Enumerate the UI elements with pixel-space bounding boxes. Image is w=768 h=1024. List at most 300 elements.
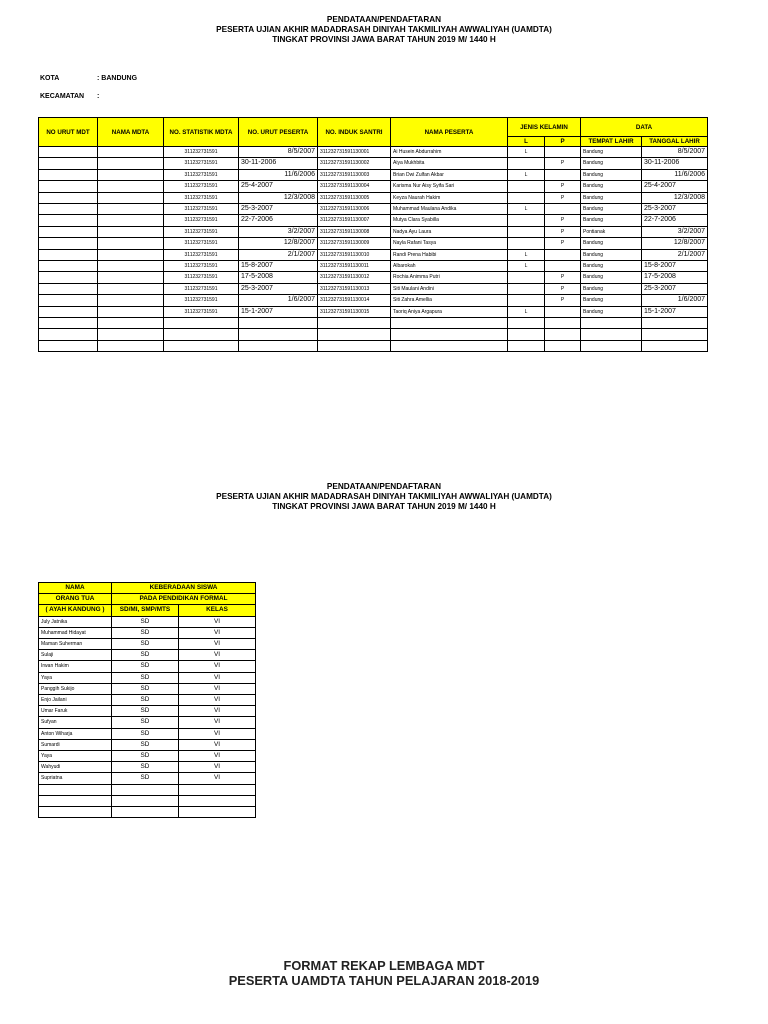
no-urut-mdt-cell bbox=[39, 181, 98, 192]
l-cell: L bbox=[508, 147, 545, 158]
kecamatan-value: : bbox=[97, 93, 100, 100]
table-row bbox=[39, 639, 256, 650]
nama-orang-tua-cell: Enjo Jailani bbox=[39, 695, 112, 706]
table-row bbox=[39, 627, 256, 638]
tanggal-lahir-cell: 17-5-2008 bbox=[642, 272, 708, 283]
empty-cell bbox=[508, 340, 545, 351]
l-cell: L bbox=[508, 306, 545, 317]
kecamatan-row bbox=[40, 93, 99, 100]
nama-orang-tua-cell: Umar Faruk bbox=[39, 706, 112, 717]
table-row bbox=[39, 249, 708, 260]
kota-value: : BANDUNG bbox=[97, 75, 138, 82]
no-urut-mdt-cell bbox=[39, 158, 98, 169]
col-no-induk: NO. INDUK SANTRI bbox=[318, 118, 391, 147]
sd-mi-cell: SD bbox=[112, 762, 179, 773]
table-row bbox=[39, 773, 256, 784]
no-urut-mdt-cell bbox=[39, 192, 98, 203]
table-row-empty bbox=[39, 329, 708, 340]
table-row bbox=[39, 261, 708, 272]
sd-mi-cell: SD bbox=[112, 773, 179, 784]
l-cell: L bbox=[508, 261, 545, 272]
no-induk-cell: 311232731591130001 bbox=[318, 147, 391, 158]
no-urut-peserta-cell: 8/5/2007 bbox=[239, 147, 318, 158]
l-cell bbox=[508, 215, 545, 226]
no-statistik-cell: 311232731591 bbox=[164, 226, 239, 237]
p-cell bbox=[545, 169, 581, 180]
nama-orang-tua-cell: July Jatnika bbox=[39, 616, 112, 627]
sd-mi-cell: SD bbox=[112, 616, 179, 627]
parent-table bbox=[38, 582, 256, 818]
p-cell: P bbox=[545, 215, 581, 226]
tanggal-lahir-cell: 3/2/2007 bbox=[642, 226, 708, 237]
table-row bbox=[39, 695, 256, 706]
kelas-cell: VI bbox=[179, 639, 256, 650]
tempat-lahir-cell: Bandung bbox=[581, 158, 642, 169]
col-nama-mdta: NAMA MDTA bbox=[98, 118, 164, 147]
title-line-3: TINGKAT PROVINSI JAWA BARAT TAHUN 2019 M/ 1440 H bbox=[272, 502, 496, 512]
tanggal-lahir-cell: 15-1-2007 bbox=[642, 306, 708, 317]
col-ayah-kandung: ( AYAH KANDUNG ) bbox=[39, 605, 112, 616]
no-statistik-cell: 311232731591 bbox=[164, 238, 239, 249]
no-statistik-cell: 311232731591 bbox=[164, 306, 239, 317]
no-statistik-cell: 311232731591 bbox=[164, 169, 239, 180]
p-cell: P bbox=[545, 283, 581, 294]
table-row bbox=[39, 215, 708, 226]
no-statistik-cell: 311232731591 bbox=[164, 215, 239, 226]
no-urut-mdt-cell bbox=[39, 283, 98, 294]
empty-cell bbox=[112, 807, 179, 818]
no-urut-peserta-cell: 12/8/2007 bbox=[239, 238, 318, 249]
empty-cell bbox=[239, 318, 318, 329]
table-row bbox=[39, 295, 708, 306]
p-cell bbox=[545, 147, 581, 158]
nama-orang-tua-cell: Sumardi bbox=[39, 739, 112, 750]
no-urut-mdt-cell bbox=[39, 295, 98, 306]
no-urut-peserta-cell: 25-3-2007 bbox=[239, 283, 318, 294]
empty-cell bbox=[545, 318, 581, 329]
l-cell bbox=[508, 295, 545, 306]
table-row bbox=[39, 661, 256, 672]
empty-cell bbox=[581, 329, 642, 340]
no-statistik-cell: 311232731591 bbox=[164, 158, 239, 169]
empty-cell bbox=[98, 318, 164, 329]
nama-orang-tua-cell: Muhammad Hidayat bbox=[39, 627, 112, 638]
empty-cell bbox=[642, 340, 708, 351]
nama-mdta-cell bbox=[98, 272, 164, 283]
col-kelas: KELAS bbox=[179, 605, 256, 616]
kelas-cell: VI bbox=[179, 751, 256, 762]
nama-peserta-cell: Nadya Ayu Laura bbox=[391, 226, 508, 237]
table-row-empty bbox=[39, 318, 708, 329]
nama-peserta-cell: Aiya Mukhbita bbox=[391, 158, 508, 169]
no-induk-cell: 311232731591130004 bbox=[318, 181, 391, 192]
empty-cell bbox=[642, 329, 708, 340]
participant-table bbox=[38, 117, 708, 352]
tempat-lahir-cell: Bandung bbox=[581, 181, 642, 192]
tempat-lahir-cell: Bandung bbox=[581, 192, 642, 203]
kelas-cell: VI bbox=[179, 695, 256, 706]
col-sd-mi: SD/MI, SMP/MTS bbox=[112, 605, 179, 616]
p-cell: P bbox=[545, 238, 581, 249]
kelas-cell: VI bbox=[179, 650, 256, 661]
table-row bbox=[39, 204, 708, 215]
no-induk-cell: 311232731591130011 bbox=[318, 261, 391, 272]
p-cell bbox=[545, 306, 581, 317]
col-l: L bbox=[508, 137, 545, 147]
nama-peserta-cell: Muhammad Maulana Andika bbox=[391, 204, 508, 215]
l-cell bbox=[508, 272, 545, 283]
empty-cell bbox=[39, 784, 112, 795]
tempat-lahir-cell: Bandung bbox=[581, 295, 642, 306]
no-induk-cell: 311232731591130009 bbox=[318, 238, 391, 249]
table-row bbox=[39, 147, 708, 158]
nama-peserta-cell: Siti Maulani Andini bbox=[391, 283, 508, 294]
table-row bbox=[39, 706, 256, 717]
nama-peserta-cell: Rochia Animma Putri bbox=[391, 272, 508, 283]
nama-mdta-cell bbox=[98, 147, 164, 158]
sd-mi-cell: SD bbox=[112, 661, 179, 672]
empty-cell bbox=[508, 318, 545, 329]
no-induk-cell: 311232731591130012 bbox=[318, 272, 391, 283]
no-urut-mdt-cell bbox=[39, 261, 98, 272]
empty-cell bbox=[164, 318, 239, 329]
sd-mi-cell: SD bbox=[112, 672, 179, 683]
nama-peserta-cell: Mutya Clara Syabilla bbox=[391, 215, 508, 226]
table-row bbox=[39, 717, 256, 728]
nama-peserta-cell: Keyza Naurah Hakim bbox=[391, 192, 508, 203]
tanggal-lahir-cell: 2/1/2007 bbox=[642, 249, 708, 260]
nama-orang-tua-cell: Sulaji bbox=[39, 650, 112, 661]
col-no-statistik: NO. STATISTIK MDTA bbox=[164, 118, 239, 147]
tempat-lahir-cell: Bandung bbox=[581, 283, 642, 294]
nama-peserta-cell: Karisma Nur Aisy Syifa Sari bbox=[391, 181, 508, 192]
empty-cell bbox=[98, 329, 164, 340]
no-urut-peserta-cell: 15-8-2007 bbox=[239, 261, 318, 272]
no-induk-cell: 311232731591130006 bbox=[318, 204, 391, 215]
col-jenis-kelamin: JENIS KELAMIN bbox=[508, 118, 581, 137]
nama-mdta-cell bbox=[98, 283, 164, 294]
kelas-cell: VI bbox=[179, 661, 256, 672]
kelas-cell: VI bbox=[179, 773, 256, 784]
empty-cell bbox=[39, 329, 98, 340]
no-statistik-cell: 311232731591 bbox=[164, 283, 239, 294]
nama-peserta-cell: Brian Dwi Zulfan Akbar bbox=[391, 169, 508, 180]
sd-mi-cell: SD bbox=[112, 728, 179, 739]
table-row bbox=[39, 672, 256, 683]
kota-row bbox=[40, 75, 137, 82]
table-row-empty bbox=[39, 795, 256, 806]
no-urut-mdt-cell bbox=[39, 204, 98, 215]
kelas-cell: VI bbox=[179, 762, 256, 773]
empty-cell bbox=[318, 340, 391, 351]
col-keberadaan: KEBERADAAN SISWA bbox=[112, 583, 256, 594]
l-cell: L bbox=[508, 169, 545, 180]
table-row bbox=[39, 169, 708, 180]
empty-cell bbox=[179, 784, 256, 795]
no-statistik-cell: 311232731591 bbox=[164, 295, 239, 306]
kelas-cell: VI bbox=[179, 739, 256, 750]
table-row bbox=[39, 158, 708, 169]
sd-mi-cell: SD bbox=[112, 627, 179, 638]
document-title-top bbox=[0, 15, 768, 46]
no-urut-mdt-cell bbox=[39, 226, 98, 237]
no-urut-peserta-cell: 2/1/2007 bbox=[239, 249, 318, 260]
footer-line-2: PESERTA UAMDTA TAHUN PELAJARAN 2018-2019 bbox=[228, 973, 540, 988]
col-tempat-lahir: TEMPAT LAHIR bbox=[581, 137, 642, 147]
tanggal-lahir-cell: 12/8/2007 bbox=[642, 238, 708, 249]
table-row bbox=[39, 181, 708, 192]
no-urut-peserta-cell: 11/6/2006 bbox=[239, 169, 318, 180]
empty-cell bbox=[391, 340, 508, 351]
nama-mdta-cell bbox=[98, 226, 164, 237]
empty-cell bbox=[545, 329, 581, 340]
p-cell: P bbox=[545, 295, 581, 306]
p-cell: P bbox=[545, 226, 581, 237]
nama-orang-tua-cell: Wahyudi bbox=[39, 762, 112, 773]
table-row bbox=[39, 306, 708, 317]
table-row bbox=[39, 238, 708, 249]
col-nama-peserta: NAMA PESERTA bbox=[391, 118, 508, 147]
nama-orang-tua-cell: Supriatna bbox=[39, 773, 112, 784]
tempat-lahir-cell: Bandung bbox=[581, 306, 642, 317]
tempat-lahir-cell: Pontianak bbox=[581, 226, 642, 237]
no-urut-peserta-cell: 25-4-2007 bbox=[239, 181, 318, 192]
p-cell: P bbox=[545, 181, 581, 192]
table-row bbox=[39, 283, 708, 294]
no-urut-peserta-cell: 3/2/2007 bbox=[239, 226, 318, 237]
empty-cell bbox=[545, 340, 581, 351]
p-cell bbox=[545, 204, 581, 215]
nama-mdta-cell bbox=[98, 295, 164, 306]
empty-cell bbox=[318, 329, 391, 340]
nama-peserta-cell: Ai Husein Abdurrahim bbox=[391, 147, 508, 158]
kota-label: KOTA bbox=[40, 75, 60, 82]
nama-mdta-cell bbox=[98, 261, 164, 272]
no-statistik-cell: 311232731591 bbox=[164, 147, 239, 158]
no-induk-cell: 311232731591130005 bbox=[318, 192, 391, 203]
sd-mi-cell: SD bbox=[112, 639, 179, 650]
no-statistik-cell: 311232731591 bbox=[164, 181, 239, 192]
empty-cell bbox=[164, 340, 239, 351]
nama-orang-tua-cell: Anton Wiharja bbox=[39, 728, 112, 739]
no-induk-cell: 311232731591130014 bbox=[318, 295, 391, 306]
empty-cell bbox=[581, 340, 642, 351]
tempat-lahir-cell: Bandung bbox=[581, 261, 642, 272]
empty-cell bbox=[391, 329, 508, 340]
no-urut-mdt-cell bbox=[39, 238, 98, 249]
empty-cell bbox=[391, 318, 508, 329]
tanggal-lahir-cell: 22-7-2006 bbox=[642, 215, 708, 226]
nama-mdta-cell bbox=[98, 204, 164, 215]
empty-cell bbox=[98, 340, 164, 351]
empty-cell bbox=[642, 318, 708, 329]
nama-mdta-cell bbox=[98, 306, 164, 317]
sd-mi-cell: SD bbox=[112, 706, 179, 717]
empty-cell bbox=[39, 318, 98, 329]
footer-line-1: FORMAT REKAP LEMBAGA MDT bbox=[283, 958, 485, 973]
kelas-cell: VI bbox=[179, 627, 256, 638]
title-line-2: PESERTA UJIAN AKHIR MADADRASAH DINIYAH TAKMILIYAH AWWALIYAH (UAMDTA) bbox=[216, 492, 552, 502]
nama-mdta-cell bbox=[98, 169, 164, 180]
nama-mdta-cell bbox=[98, 238, 164, 249]
empty-cell bbox=[508, 329, 545, 340]
nama-mdta-cell bbox=[98, 158, 164, 169]
table-row bbox=[39, 650, 256, 661]
l-cell bbox=[508, 181, 545, 192]
no-induk-cell: 311232731591130013 bbox=[318, 283, 391, 294]
no-urut-mdt-cell bbox=[39, 169, 98, 180]
no-urut-peserta-cell: 15-1-2007 bbox=[239, 306, 318, 317]
kelas-cell: VI bbox=[179, 706, 256, 717]
no-urut-peserta-cell: 1/6/2007 bbox=[239, 295, 318, 306]
empty-cell bbox=[239, 329, 318, 340]
tempat-lahir-cell: Bandung bbox=[581, 249, 642, 260]
nama-orang-tua-cell: Maman Suherman bbox=[39, 639, 112, 650]
empty-cell bbox=[179, 795, 256, 806]
tanggal-lahir-cell: 11/6/2006 bbox=[642, 169, 708, 180]
col-tanggal-lahir: TANGGAL LAHIR bbox=[642, 137, 708, 147]
no-statistik-cell: 311232731591 bbox=[164, 192, 239, 203]
p-cell: P bbox=[545, 272, 581, 283]
col-no-urut-peserta: NO. URUT PESERTA bbox=[239, 118, 318, 147]
sd-mi-cell: SD bbox=[112, 751, 179, 762]
empty-cell bbox=[112, 784, 179, 795]
sd-mi-cell: SD bbox=[112, 650, 179, 661]
table-row bbox=[39, 192, 708, 203]
kelas-cell: VI bbox=[179, 672, 256, 683]
no-urut-mdt-cell bbox=[39, 272, 98, 283]
col-orang-tua: ORANG TUA bbox=[39, 594, 112, 605]
no-urut-peserta-cell: 30-11-2006 bbox=[239, 158, 318, 169]
table-row-empty bbox=[39, 807, 256, 818]
kelas-cell: VI bbox=[179, 717, 256, 728]
sd-mi-cell: SD bbox=[112, 717, 179, 728]
table-row bbox=[39, 751, 256, 762]
title-line-3: TINGKAT PROVINSI JAWA BARAT TAHUN 2019 M/ 1440 H bbox=[272, 35, 496, 45]
l-cell bbox=[508, 226, 545, 237]
col-pada-pendidikan: PADA PENDIDIKAN FORMAL bbox=[112, 594, 256, 605]
tanggal-lahir-cell: 25-3-2007 bbox=[642, 204, 708, 215]
no-statistik-cell: 311232731591 bbox=[164, 249, 239, 260]
tempat-lahir-cell: Bandung bbox=[581, 204, 642, 215]
no-induk-cell: 311232731591130007 bbox=[318, 215, 391, 226]
table-row bbox=[39, 272, 708, 283]
table-row bbox=[39, 728, 256, 739]
l-cell: L bbox=[508, 204, 545, 215]
empty-cell bbox=[39, 795, 112, 806]
nama-peserta-cell: Siti Zahra Amellia bbox=[391, 295, 508, 306]
nama-peserta-cell: Taoriq Aniya Argapura bbox=[391, 306, 508, 317]
nama-peserta-cell: Albarokah bbox=[391, 261, 508, 272]
tanggal-lahir-cell: 1/6/2007 bbox=[642, 295, 708, 306]
no-induk-cell: 311232731591130008 bbox=[318, 226, 391, 237]
table-row bbox=[39, 762, 256, 773]
tanggal-lahir-cell: 12/3/2008 bbox=[642, 192, 708, 203]
tempat-lahir-cell: Bandung bbox=[581, 147, 642, 158]
tanggal-lahir-cell: 30-11-2006 bbox=[642, 158, 708, 169]
nama-orang-tua-cell: Yaya bbox=[39, 751, 112, 762]
sd-mi-cell: SD bbox=[112, 739, 179, 750]
no-statistik-cell: 311232731591 bbox=[164, 204, 239, 215]
col-data: DATA bbox=[581, 118, 708, 137]
no-urut-mdt-cell bbox=[39, 306, 98, 317]
nama-mdta-cell bbox=[98, 192, 164, 203]
no-urut-peserta-cell: 22-7-2006 bbox=[239, 215, 318, 226]
tempat-lahir-cell: Bandung bbox=[581, 169, 642, 180]
no-statistik-cell: 311232731591 bbox=[164, 261, 239, 272]
tanggal-lahir-cell: 25-3-2007 bbox=[642, 283, 708, 294]
table-row bbox=[39, 226, 708, 237]
col-nama: NAMA bbox=[39, 583, 112, 594]
l-cell bbox=[508, 192, 545, 203]
empty-cell bbox=[581, 318, 642, 329]
no-urut-mdt-cell bbox=[39, 147, 98, 158]
table-row bbox=[39, 683, 256, 694]
no-urut-mdt-cell bbox=[39, 249, 98, 260]
participant-rows bbox=[39, 147, 708, 352]
tanggal-lahir-cell: 15-8-2007 bbox=[642, 261, 708, 272]
footer-title bbox=[0, 958, 768, 988]
p-cell bbox=[545, 249, 581, 260]
empty-cell bbox=[318, 318, 391, 329]
table-row-empty bbox=[39, 340, 708, 351]
p-cell: P bbox=[545, 192, 581, 203]
nama-orang-tua-cell: Irwan Hakim bbox=[39, 661, 112, 672]
l-cell bbox=[508, 158, 545, 169]
table-row bbox=[39, 739, 256, 750]
nama-peserta-cell: Randi Prena Habibi bbox=[391, 249, 508, 260]
kecamatan-label: KECAMATAN bbox=[40, 93, 85, 100]
nama-orang-tua-cell: Yaya bbox=[39, 672, 112, 683]
title-line-2: PESERTA UJIAN AKHIR MADADRASAH DINIYAH TAKMILIYAH AWWALIYAH (UAMDTA) bbox=[216, 25, 552, 35]
empty-cell bbox=[112, 795, 179, 806]
no-statistik-cell: 311232731591 bbox=[164, 272, 239, 283]
no-urut-peserta-cell: 12/3/2008 bbox=[239, 192, 318, 203]
nama-orang-tua-cell: Panggih Sukijo bbox=[39, 683, 112, 694]
empty-cell bbox=[39, 807, 112, 818]
col-p: P bbox=[545, 137, 581, 147]
parent-rows bbox=[39, 616, 256, 818]
no-induk-cell: 311232731591130015 bbox=[318, 306, 391, 317]
document-title-middle bbox=[0, 482, 768, 513]
tanggal-lahir-cell: 25-4-2007 bbox=[642, 181, 708, 192]
empty-cell bbox=[179, 807, 256, 818]
tempat-lahir-cell: Bandung bbox=[581, 238, 642, 249]
title-line-1: PENDATAAN/PENDAFTARAN bbox=[326, 482, 442, 491]
tempat-lahir-cell: Bandung bbox=[581, 215, 642, 226]
nama-mdta-cell bbox=[98, 181, 164, 192]
sd-mi-cell: SD bbox=[112, 695, 179, 706]
tempat-lahir-cell: Bandung bbox=[581, 272, 642, 283]
empty-cell bbox=[239, 340, 318, 351]
empty-cell bbox=[39, 340, 98, 351]
title-line-1: PENDATAAN/PENDAFTARAN bbox=[326, 15, 442, 24]
sd-mi-cell: SD bbox=[112, 683, 179, 694]
l-cell bbox=[508, 238, 545, 249]
kelas-cell: VI bbox=[179, 683, 256, 694]
kelas-cell: VI bbox=[179, 728, 256, 739]
empty-cell bbox=[164, 329, 239, 340]
p-cell: P bbox=[545, 158, 581, 169]
no-urut-peserta-cell: 17-5-2008 bbox=[239, 272, 318, 283]
kelas-cell: VI bbox=[179, 616, 256, 627]
nama-orang-tua-cell: Sufyan bbox=[39, 717, 112, 728]
no-induk-cell: 311232731591130010 bbox=[318, 249, 391, 260]
col-no-urut-mdt: NO URUT MDT bbox=[39, 118, 98, 147]
table-row bbox=[39, 616, 256, 627]
no-induk-cell: 311232731591130002 bbox=[318, 158, 391, 169]
l-cell bbox=[508, 283, 545, 294]
